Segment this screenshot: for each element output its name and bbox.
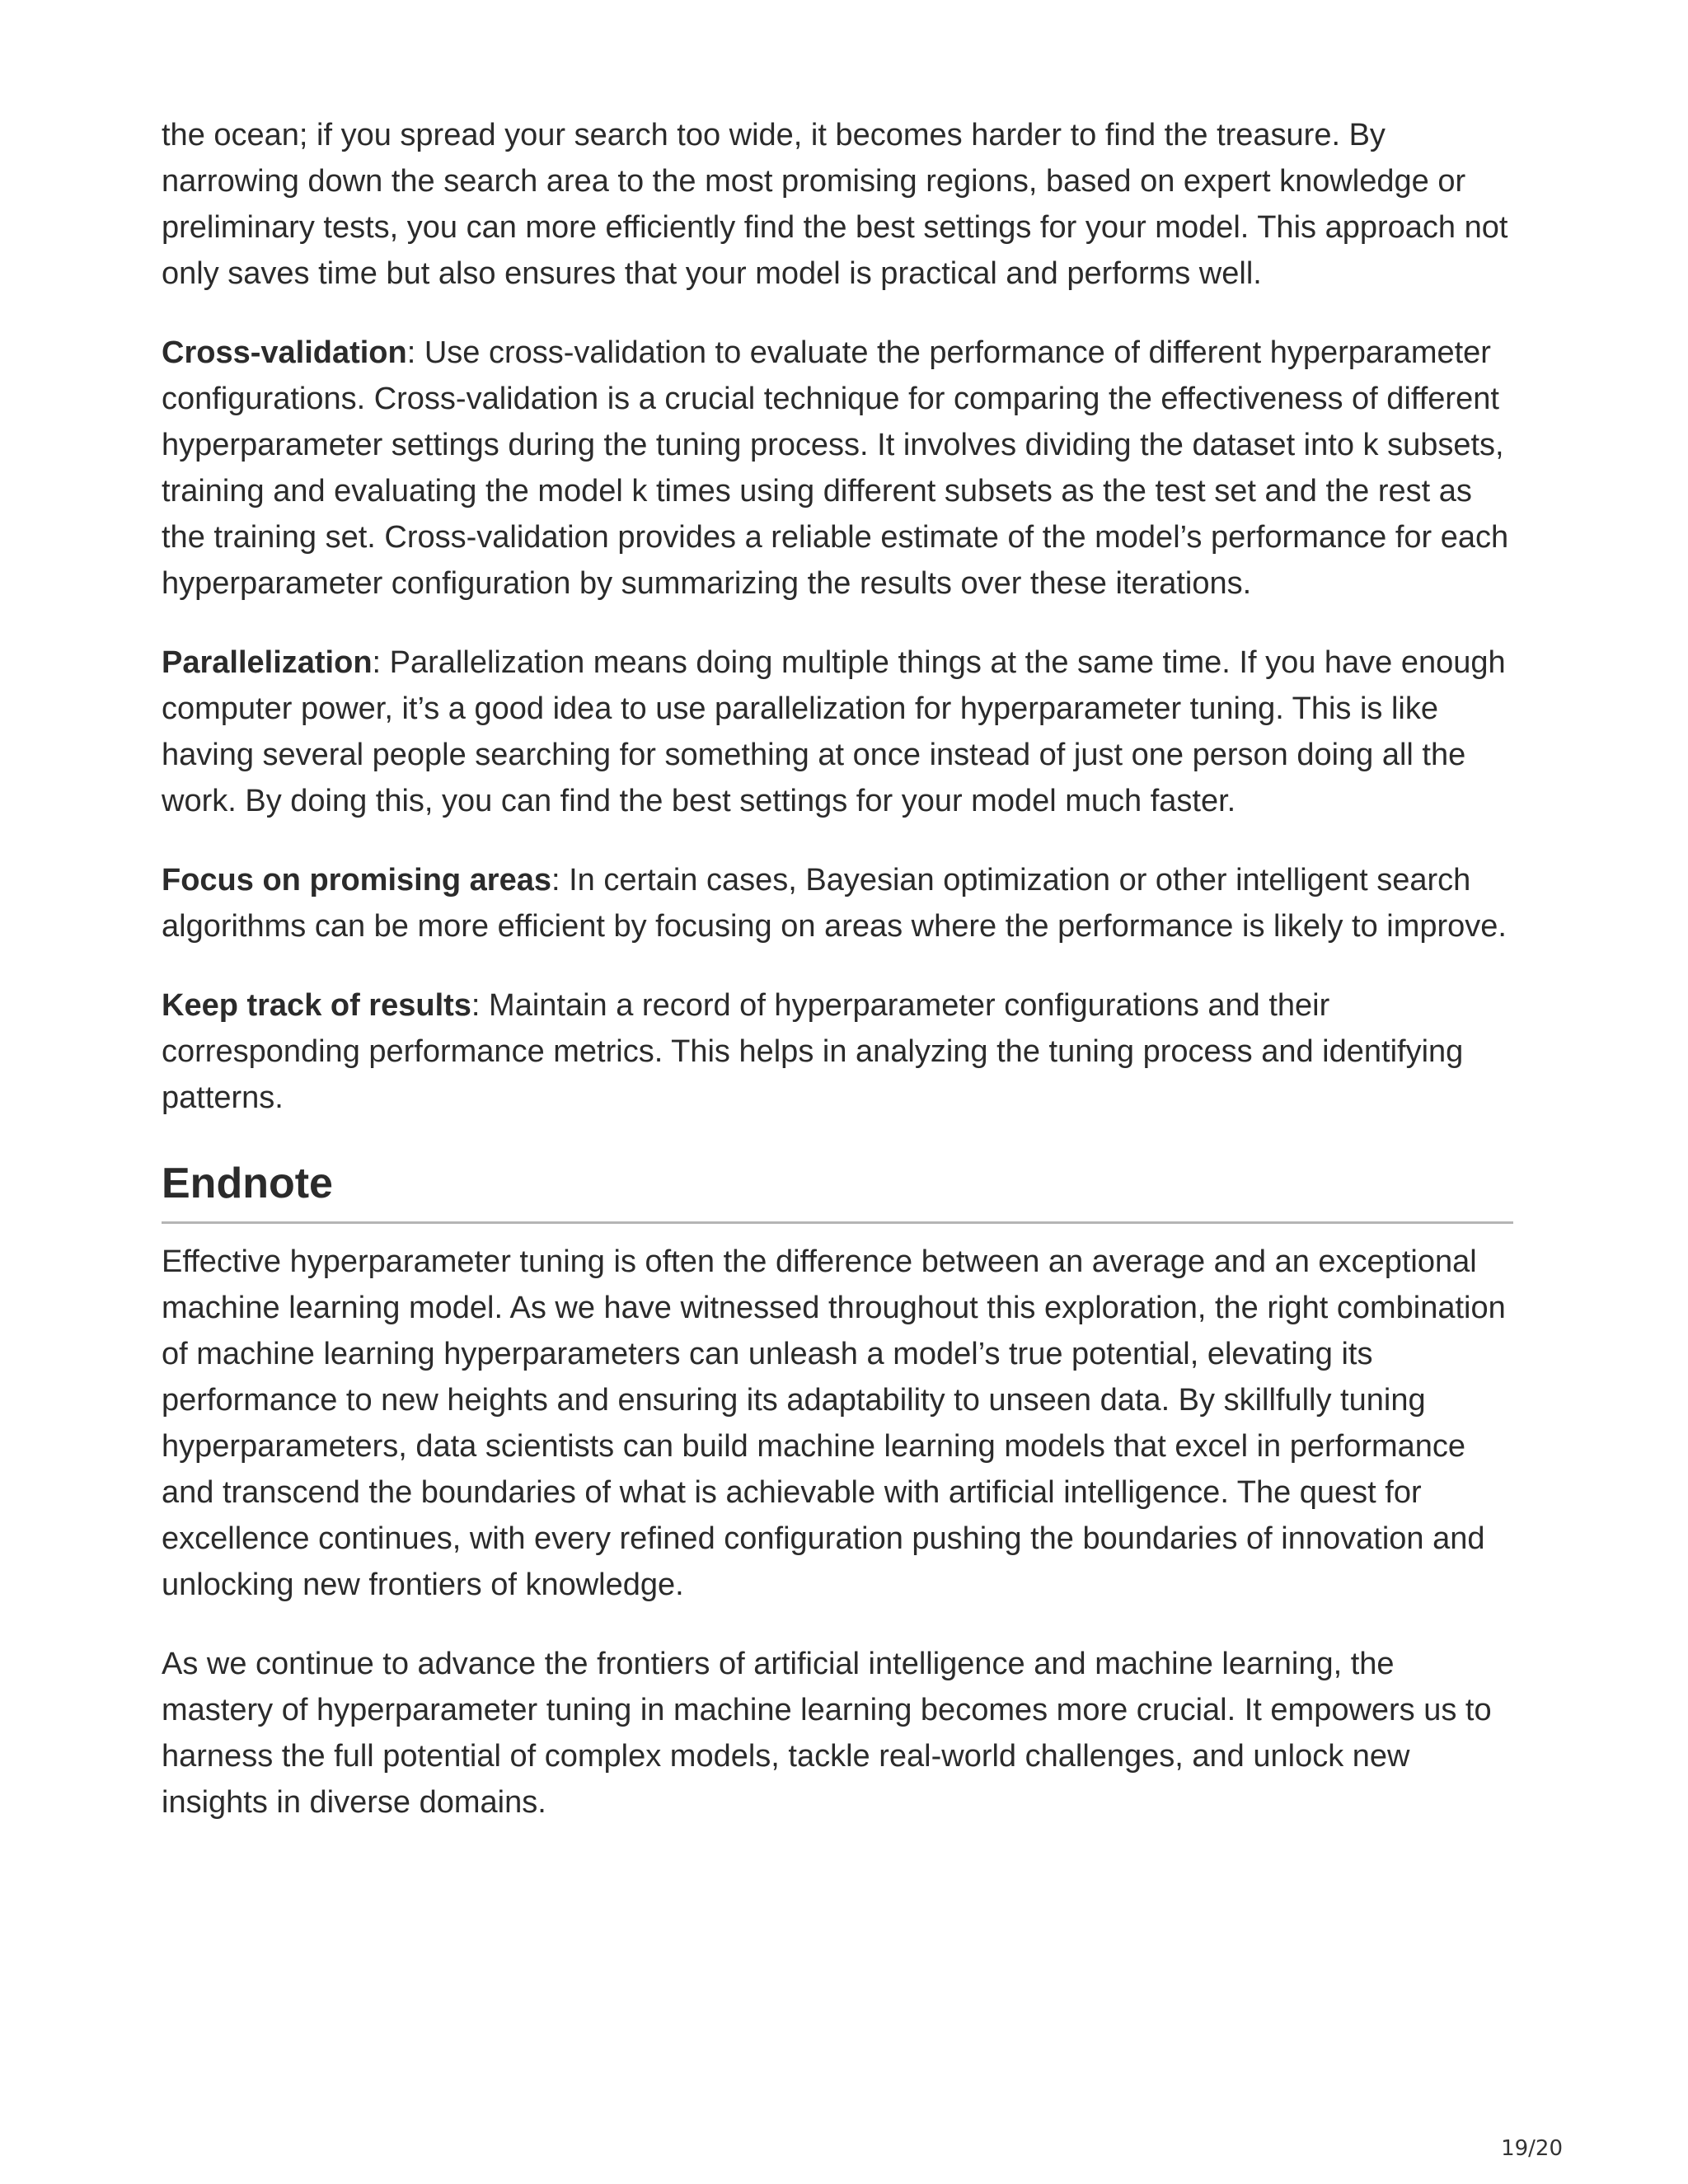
- tip-term: Parallelization: [162, 645, 373, 680]
- tip-parallelization: [162, 640, 1513, 824]
- tip-term: Keep track of results: [162, 988, 471, 1023]
- endnote-heading: Endnote: [162, 1157, 1513, 1224]
- page-number: 19/20: [1501, 2136, 1563, 2161]
- tip-text: : Parallelization means doing multiple things at the same time. If you have enough computer power, it’s a good idea to use parallelization for hyperparameter tuning. This is like having several people searching for something at once instead of just one person doing all the work. By doing this, you can find the best settings for your model much faster.: [162, 645, 1506, 818]
- document-page: [162, 112, 1513, 1858]
- tip-term: Focus on promising areas: [162, 863, 551, 898]
- tip-text: : Use cross-validation to evaluate the performance of different hyperparameter configurations. Cross-validation is a crucial technique for comparing the effectiveness of different hyperparameter settings during the tuning process. It involves dividing the dataset into k subsets, training and evaluating the model k times using different subsets as the test set and the rest as the training set. Cross-validation provides a reliable estimate of the model’s performance for each hyperparameter configuration by summarizing the results over these iterations.: [162, 335, 1509, 601]
- tip-text: : In certain cases, Bayesian optimization or other intelligent search algorithms can be more efficient by focusing on areas where the performance is likely to improve.: [162, 863, 1507, 944]
- tip-focus-promising-areas: [162, 857, 1513, 949]
- endnote-paragraph: As we continue to advance the frontiers of artificial intelligence and machine learning, the mastery of hyperparameter tuning in machine learning becomes more crucial. It empowers us to harness the full potential of complex models, tackle real-world challenges, and unlock new insights in diverse domains.: [162, 1647, 1492, 1820]
- tip-text: : Maintain a record of hyperparameter configurations and their corresponding performance metrics. This helps in analyzing the tuning process and identifying patterns.: [162, 988, 1464, 1115]
- tip-keep-track-results: [162, 982, 1513, 1121]
- tip-term: Cross-validation: [162, 335, 407, 370]
- intro-paragraph: the ocean; if you spread your search too wide, it becomes harder to find the treasure. By narrowing down the search area to the most promising regions, based on expert knowledge or preliminary tests, you can more efficiently find the best settings for your model. This approach not only saves time but also ensures that your model is practical and performs well.: [162, 118, 1508, 291]
- endnote-paragraph: Effective hyperparameter tuning is often the difference between an average and an exceptional machine learning model. As we have witnessed throughout this exploration, the right combination of machine learning hyperparameters can unleash a model’s true potential, elevating its performance to new heights and ensuring its adaptability to unseen data. By skillfully tuning hyperparameters, data scientists can build machine learning models that excel in performance and transcend the boundaries of what is achievable with artificial intelligence. The quest for excellence continues, with every refined configuration pushing the boundaries of innovation and unlocking new frontiers of knowledge.: [162, 1244, 1506, 1602]
- tip-cross-validation: [162, 330, 1513, 607]
